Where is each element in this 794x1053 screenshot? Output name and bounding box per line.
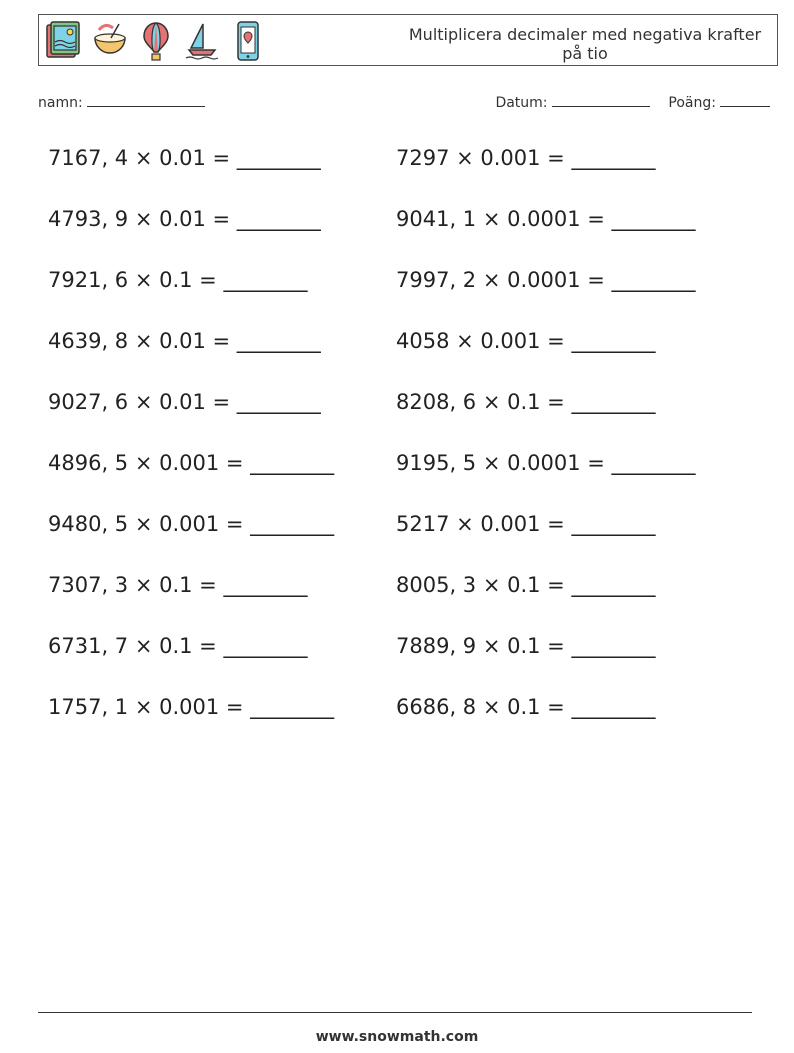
problem-row (48, 268, 768, 329)
problem-left: 4896, 5 × 0.001 = ________ (48, 451, 335, 475)
problem-right: 9195, 5 × 0.0001 = ________ (396, 451, 696, 475)
header-icons (45, 20, 267, 62)
problem-left: 4793, 9 × 0.01 = ________ (48, 207, 321, 231)
problem-left: 7307, 3 × 0.1 = ________ (48, 573, 308, 597)
footer-url[interactable]: www.snowmath.com (315, 1029, 479, 1045)
footer-divider (38, 1012, 752, 1013)
problem-row (48, 512, 768, 573)
problem-row (48, 207, 768, 268)
worksheet-title: Multiplicera decimaler med negativa krafter på tio (408, 25, 762, 63)
problem-row (48, 390, 768, 451)
problem-right: 4058 × 0.001 = ________ (396, 329, 656, 353)
name-label: namn: (38, 95, 83, 111)
problem-row (48, 573, 768, 634)
problem-right: 5217 × 0.001 = ________ (396, 512, 656, 536)
problem-left: 1757, 1 × 0.001 = ________ (48, 695, 335, 719)
problem-left: 7921, 6 × 0.1 = ________ (48, 268, 308, 292)
header-box (38, 14, 778, 66)
date-label: Datum: (495, 95, 548, 111)
problem-grid (48, 146, 768, 756)
problem-left: 9480, 5 × 0.001 = ________ (48, 512, 335, 536)
problem-left: 9027, 6 × 0.01 = ________ (48, 390, 321, 414)
problem-row (48, 695, 768, 756)
phone-location-icon (229, 20, 267, 62)
problem-row (48, 329, 768, 390)
problem-right: 7997, 2 × 0.0001 = ________ (396, 268, 696, 292)
problem-row (48, 634, 768, 695)
problem-right: 9041, 1 × 0.0001 = ________ (396, 207, 696, 231)
problem-left: 6731, 7 × 0.1 = ________ (48, 634, 308, 658)
score-blank[interactable] (720, 94, 770, 107)
problem-right: 7297 × 0.001 = ________ (396, 146, 656, 170)
name-field (38, 94, 205, 111)
name-blank[interactable] (87, 94, 205, 107)
problem-right: 8005, 3 × 0.1 = ________ (396, 573, 656, 597)
sailboat-icon (183, 20, 221, 62)
score-label: Poäng: (668, 95, 716, 111)
problem-right: 8208, 6 × 0.1 = ________ (396, 390, 656, 414)
problem-left: 7167, 4 × 0.01 = ________ (48, 146, 321, 170)
date-blank[interactable] (552, 94, 650, 107)
problem-right: 6686, 8 × 0.1 = ________ (396, 695, 656, 719)
problem-row (48, 146, 768, 207)
problem-left: 4639, 8 × 0.01 = ________ (48, 329, 321, 353)
hot-air-balloon-icon (137, 20, 175, 62)
date-score-fields (495, 94, 770, 111)
coconut-drink-icon (91, 20, 129, 62)
problem-row (48, 451, 768, 512)
problem-right: 7889, 9 × 0.1 = ________ (396, 634, 656, 658)
postcard-icon (45, 20, 83, 62)
